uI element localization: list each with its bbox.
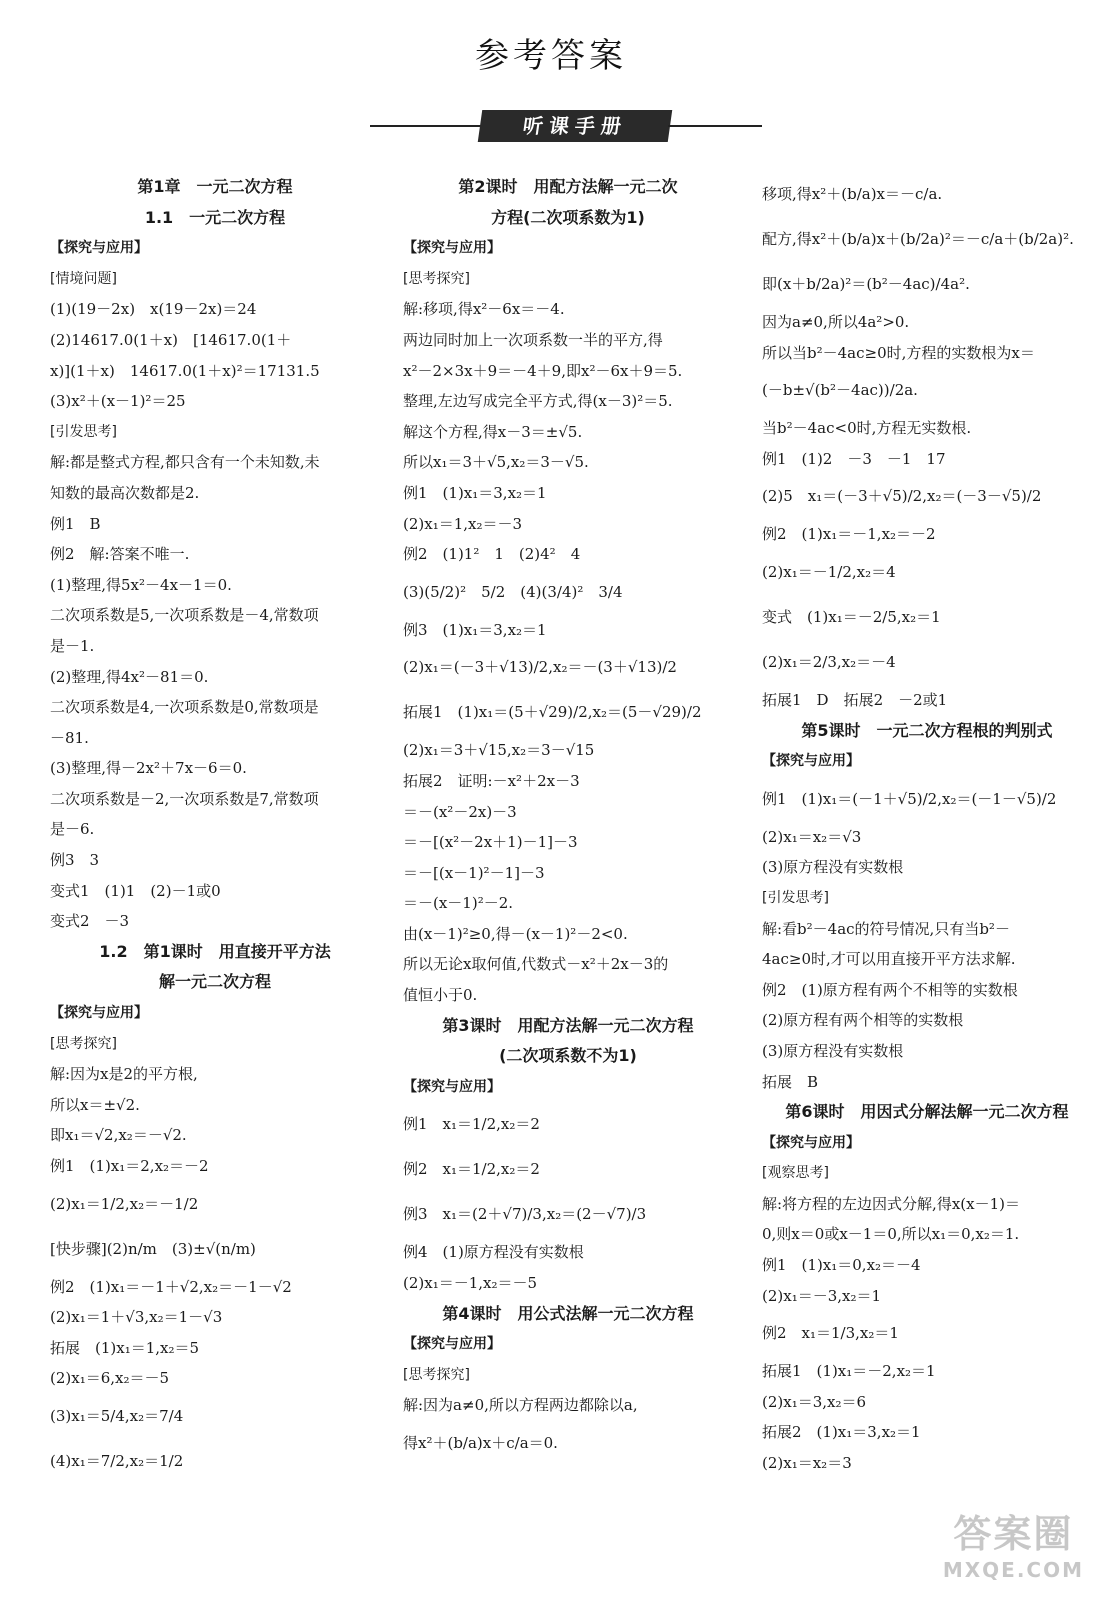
answer-line: (2)整理,得4x²－81＝0.: [50, 667, 209, 686]
answer-line: ＝－[(x²－2x＋1)－1]－3: [403, 833, 578, 852]
answer-line: 即x₁＝√2,x₂＝－√2.: [50, 1126, 187, 1145]
answer-line: 拓展2 (1)x₁＝3,x₂＝1: [762, 1423, 921, 1442]
answer-line: 所以x₁＝3＋√5,x₂＝3－√5.: [403, 453, 589, 472]
answer-line: x)](1＋x) 14617.0(1＋x)²＝17131.5: [50, 361, 320, 380]
answer-line: (3)(5/2)² 5/2 (4)(3/4)² 3/4: [403, 582, 623, 601]
lesson-heading: 方程(二次项系数为1): [491, 207, 645, 227]
prompt-label: [思考探究]: [403, 1366, 470, 1383]
answer-line: (3)整理,得－2x²＋7x－6＝0.: [50, 759, 247, 778]
divider-left: [370, 125, 482, 127]
answer-line: 例1 x₁＝1/2,x₂＝2: [403, 1115, 540, 1134]
answer-column-2: [403, 172, 733, 1466]
prompt-label: [引发思考]: [50, 423, 117, 440]
answer-line: 例1 (1)x₁＝0,x₂＝－4: [762, 1256, 921, 1275]
lesson-heading: 第6课时 用因式分解法解一元二次方程: [785, 1102, 1069, 1122]
prompt-label: [观察思考]: [762, 1165, 829, 1182]
answer-line: (2)x₁＝1,x₂＝－3: [403, 514, 523, 533]
lesson-heading: 第2课时 用配方法解一元二次: [458, 177, 678, 196]
answer-column-1: [50, 172, 380, 1484]
answer-line: (2)x₁＝2/3,x₂＝－4: [762, 652, 896, 671]
answer-line: 例1 (1)x₁＝(－1＋√5)/2,x₂＝(－1－√5)/2: [762, 789, 1057, 808]
section-label: 【探究与应用】: [403, 1336, 501, 1353]
answer-line: (3)x²＋(x－1)²＝25: [50, 392, 186, 411]
answer-line: (3)原方程没有实数根: [762, 858, 904, 877]
answer-line: 解:因为x是2的平方根,: [50, 1065, 198, 1084]
answer-line: ＝－(x²－2x)－3: [403, 802, 517, 821]
answer-line: ＝－(x－1)²－2.: [403, 894, 514, 913]
answer-line: 配方,得x²＋(b/a)x＋(b/2a)²＝－c/a＋(b/2a)².: [762, 230, 1074, 248]
answer-line: 例2 (1)x₁＝－1,x₂＝－2: [762, 525, 936, 544]
answer-line: 由(x－1)²≥0,得－(x－1)²－2<0.: [403, 924, 628, 943]
answer-line: 移项,得x²＋(b/a)x＝－c/a.: [762, 185, 943, 203]
answer-line: 例2 解:答案不唯一.: [50, 545, 190, 564]
answer-line: (2)x₁＝(－3＋√13)/2,x₂＝－(3＋√13)/2: [403, 658, 677, 677]
answer-line: (2)x₁＝x₂＝√3: [762, 827, 862, 846]
answer-line: 两边同时加上一次项系数一半的平方,得: [403, 330, 663, 349]
answer-line: 解这个方程,得x－3＝±√5.: [403, 422, 583, 441]
prompt-label: [思考探究]: [50, 1035, 117, 1052]
answer-line: 是－1.: [50, 636, 95, 655]
answer-line: 例2 (1)1² 1 (2)4² 4: [403, 545, 581, 564]
lesson-heading: 第1章 一元二次方程: [137, 177, 293, 196]
lesson-heading: 第4课时 用公式法解一元二次方程: [442, 1303, 694, 1323]
answer-line: 解:将方程的左边因式分解,得x(x－1)＝: [762, 1194, 1020, 1213]
lesson-heading: 1.1 一元二次方程: [144, 207, 286, 227]
answer-line: 整理,左边写成完全平方式,得(x－3)²＝5.: [403, 392, 673, 411]
prompt-label: [思考探究]: [403, 270, 470, 287]
answer-line: 0,则x＝0或x－1＝0,所以x₁＝0,x₂＝1.: [762, 1225, 1020, 1244]
lesson-heading: (二次项系数不为1): [499, 1046, 637, 1066]
divider-right: [668, 125, 762, 127]
answer-line: 二次项系数是4,一次项系数是0,常数项是: [50, 698, 319, 717]
section-label: 【探究与应用】: [762, 753, 860, 770]
answer-line: 因为a≠0,所以4a²>0.: [762, 313, 910, 331]
answer-line: (2)x₁＝－1,x₂＝－5: [403, 1274, 538, 1293]
answer-line: 所以当b²－4ac≥0时,方程的实数根为x＝: [762, 343, 1035, 362]
section-label: 【探究与应用】: [50, 1005, 148, 1022]
answer-line: ＝－[(x－1)²－1]－3: [403, 863, 545, 882]
answer-line: 例4 (1)原方程没有实数根: [403, 1243, 584, 1262]
answer-line: 是－6.: [50, 820, 95, 839]
answer-line: 解:看b²－4ac的符号情况,只有当b²－: [762, 919, 1010, 938]
answer-line: 知数的最高次数都是2.: [50, 483, 200, 502]
answer-line: (－b±√(b²－4ac))/2a.: [762, 381, 918, 400]
answer-line: 例2 (1)原方程有两个不相等的实数根: [762, 980, 1018, 999]
answer-line: 当b²－4ac<0时,方程无实数根.: [762, 419, 972, 438]
answer-line: (1)(19－2x) x(19－2x)＝24: [50, 300, 257, 319]
answer-line: 所以x＝±√2.: [50, 1095, 140, 1114]
answer-line: 拓展 B: [762, 1072, 819, 1091]
lesson-heading: 1.2 第1课时 用直接开平方法: [99, 941, 331, 961]
answer-line: 解:都是整式方程,都只含有一个未知数,未: [50, 453, 320, 472]
answer-line: 例3 3: [50, 851, 100, 870]
lesson-heading: 解一元二次方程: [158, 972, 271, 992]
answer-line: 拓展 (1)x₁＝1,x₂＝5: [50, 1338, 200, 1357]
answer-line: 解:移项,得x²－6x＝－4.: [403, 300, 565, 319]
answer-line: (2)x₁＝1＋√3,x₂＝1－√3: [50, 1308, 223, 1327]
answer-line: (2)5 x₁＝(－3＋√5)/2,x₂＝(－3－√5)/2: [762, 487, 1042, 506]
answer-line: (2)14617.0(1＋x) [14617.0(1＋: [50, 330, 292, 349]
answer-line: 变式 (1)x₁＝－2/5,x₂＝1: [762, 607, 941, 626]
section-label: 【探究与应用】: [50, 240, 148, 257]
answer-line: 变式1 (1)1 (2)－1或0: [50, 881, 221, 900]
answer-line: 即(x＋b/2a)²＝(b²－4ac)/4a².: [762, 275, 970, 293]
answer-line: (2)x₁＝1/2,x₂＝－1/2: [50, 1194, 199, 1213]
answer-line: 变式2 －3: [50, 912, 130, 931]
answer-line: (2)x₁＝x₂＝3: [762, 1454, 852, 1473]
answer-line: 例2 (1)x₁＝－1＋√2,x₂＝－1－√2: [50, 1277, 292, 1296]
answer-line: 拓展1 (1)x₁＝(5＋√29)/2,x₂＝(5－√29)/2: [403, 703, 702, 722]
answer-line: 得x²＋(b/a)x＋c/a＝0.: [403, 1434, 558, 1452]
answer-line: 例1 (1)2 －3 －1 17: [762, 449, 946, 468]
answer-line: 例2 x₁＝1/3,x₂＝1: [762, 1324, 899, 1343]
answer-line: (2)x₁＝3,x₂＝6: [762, 1392, 867, 1411]
answer-line: (3)x₁＝5/4,x₂＝7/4: [50, 1406, 184, 1425]
answer-line: 例3 (1)x₁＝3,x₂＝1: [403, 620, 547, 639]
answer-line: 解:因为a≠0,所以方程两边都除以a,: [403, 1396, 638, 1415]
answer-line: (2)x₁＝－1/2,x₂＝4: [762, 562, 896, 581]
answer-line: 二次项系数是－2,一次项系数是7,常数项: [50, 789, 319, 808]
answer-line: (2)x₁＝－3,x₂＝1: [762, 1286, 882, 1305]
prompt-label: [引发思考]: [762, 889, 829, 906]
answer-line: 所以无论x取何值,代数式－x²＋2x－3的: [403, 955, 669, 974]
answer-line: 拓展2 证明:－x²＋2x－3: [403, 771, 580, 790]
answer-line: (3)原方程没有实数根: [762, 1041, 904, 1060]
section-label: 【探究与应用】: [403, 240, 501, 257]
lesson-heading: 第5课时 一元二次方程根的判别式: [801, 720, 1053, 740]
answer-line: 例1 (1)x₁＝2,x₂＝－2: [50, 1157, 209, 1175]
answer-line: －81.: [50, 728, 89, 747]
answer-line: 例2 x₁＝1/2,x₂＝2: [403, 1160, 540, 1179]
answer-line: 4ac≥0时,才可以用直接开平方法求解.: [762, 950, 1016, 969]
answer-line: x²－2×3x＋9＝－4＋9,即x²－6x＋9＝5.: [403, 361, 683, 380]
section-banner: 听课手册: [478, 110, 672, 142]
answer-line: 例3 x₁＝(2＋√7)/3,x₂＝(2－√7)/3: [403, 1205, 647, 1224]
answer-line: (2)x₁＝3＋√15,x₂＝3－√15: [403, 741, 595, 760]
watermark-logo: 答案圈: [953, 1512, 1074, 1556]
lesson-heading: 第3课时 用配方法解一元二次方程: [442, 1015, 694, 1035]
answer-line: (4)x₁＝7/2,x₂＝1/2: [50, 1451, 184, 1470]
answer-line: 二次项系数是5,一次项系数是－4,常数项: [50, 606, 319, 625]
answer-column-3: [762, 172, 1092, 1479]
answer-line: (2)原方程有两个相等的实数根: [762, 1011, 964, 1030]
page-title: 参考答案: [475, 36, 627, 76]
answer-line: 例1 (1)x₁＝3,x₂＝1: [403, 483, 547, 502]
answer-line: 值恒小于0.: [403, 986, 478, 1005]
watermark-site: MXQE.COM: [942, 1558, 1084, 1582]
site-watermark: [943, 1503, 1084, 1582]
answer-line: (1)整理,得5x²－4x－1＝0.: [50, 575, 232, 594]
answer-line: [快步骤](2)n/m (3)±√(n/m): [50, 1239, 256, 1258]
answer-line: 拓展1 D 拓展2 －2或1: [762, 690, 948, 709]
answer-line: 例1 B: [50, 514, 101, 533]
answer-line: (2)x₁＝6,x₂＝－5: [50, 1369, 170, 1388]
prompt-label: [情境问题]: [50, 270, 117, 287]
answer-line: 拓展1 (1)x₁＝－2,x₂＝1: [762, 1362, 936, 1381]
section-label: 【探究与应用】: [762, 1134, 860, 1151]
section-label: 【探究与应用】: [403, 1078, 501, 1095]
